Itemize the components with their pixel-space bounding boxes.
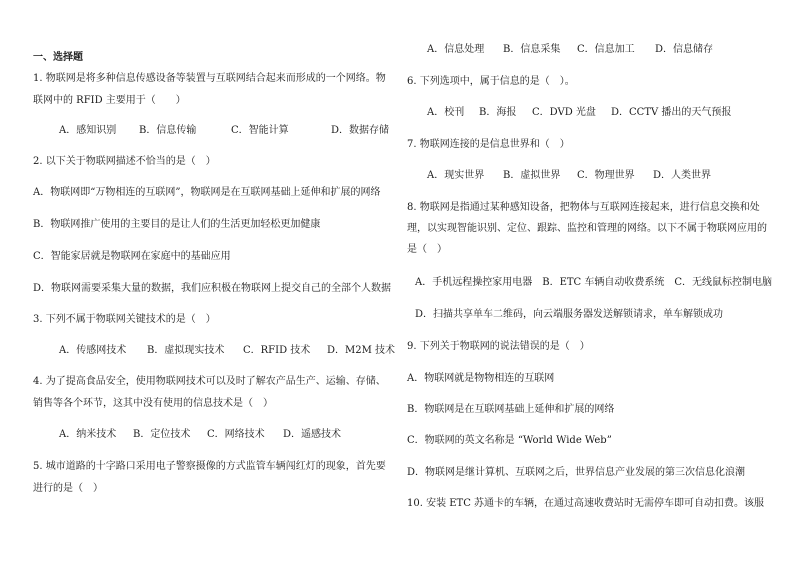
question-6-option-a[interactable]: A．校刊 — [427, 107, 465, 118]
question-1-stem: 1. 物联网是将多种信息传感设备等装置与互联网结合起来而形成的一个网络。物 — [33, 73, 386, 84]
question-9-stem: 9. 下列关于物联网的说法错误的是（ ） — [407, 341, 590, 352]
question-3-option-a[interactable]: A．传感网技术 — [59, 345, 127, 356]
question-9-option-c[interactable]: C．物联网的英文名称是 “World Wide Web” — [407, 435, 612, 446]
question-4-option-a[interactable]: A．纳米技术 — [59, 429, 117, 440]
section-title: 一、选择题 — [33, 52, 83, 63]
question-7-stem: 7. 物联网连接的是信息世界和（ ） — [407, 139, 570, 150]
question-8-stem: 8. 物联网是指通过某种感知设备，把物体与互联网连接起来，进行信息交换和处 — [407, 202, 760, 213]
question-9-option-b[interactable]: B．物联网是在互联网基础上延伸和扩展的网络 — [407, 404, 615, 415]
question-4-stem: 4. 为了提高食品安全，使用物联网技术可以及时了解农产品生产、运输、存储、 — [33, 376, 386, 387]
question-1-option-c[interactable]: C．智能计算 — [231, 125, 289, 136]
question-6-option-b[interactable]: B．海报 — [479, 107, 517, 118]
question-7-option-c[interactable]: C．物理世界 — [577, 170, 635, 181]
question-8-option-d[interactable]: D．扫描共享单车二维码，向云端服务器发送解锁请求，单车解锁成功 — [415, 309, 724, 320]
question-4-option-c[interactable]: C．网络技术 — [207, 429, 265, 440]
question-4-option-b[interactable]: B．定位技术 — [133, 429, 191, 440]
question-5-option-b[interactable]: B．信息采集 — [503, 44, 561, 55]
left-column — [33, 0, 408, 561]
question-2-stem: 2. 以下关于物联网描述不恰当的是（ ） — [33, 156, 216, 167]
question-5-stem: 5. 城市道路的十字路口采用电子警察摄像的方式监管车辆闯红灯的现象，首先要 — [33, 461, 386, 472]
question-7-option-a[interactable]: A．现实世界 — [427, 170, 485, 181]
question-1-option-a[interactable]: A．感知识别 — [59, 125, 117, 136]
question-6-option-c[interactable]: C．DVD 光盘 — [532, 107, 596, 118]
question-7-options — [407, 169, 777, 183]
question-4-stem-cont: 销售等各个环节，这其中没有使用的信息技术是（ ） — [33, 398, 273, 409]
question-2-option-a[interactable]: A．物联网即“万物相连的互联网”，物联网是在互联网基础上延伸和扩展的网络 — [33, 187, 381, 198]
question-6-stem: 6. 下列选项中，属于信息的是（ ）。 — [407, 76, 575, 87]
question-7-option-d[interactable]: D．人类世界 — [653, 170, 712, 181]
question-8-options-row-1[interactable]: A．手机远程操控家用电器 B．ETC 车辆自动收费系统 C．无线鼠标控制电脑 — [415, 277, 773, 288]
question-1-option-d[interactable]: D．数据存储 — [331, 125, 390, 136]
right-column — [407, 0, 782, 561]
question-9-option-d[interactable]: D．物联网是继计算机、互联网之后，世界信息产业发展的第三次信息化浪潮 — [407, 467, 746, 478]
question-3-option-d[interactable]: D．M2M 技术 — [327, 345, 396, 356]
question-2-option-d[interactable]: D．物联网需要采集大量的数据，我们应积极在物联网上提交自己的全部个人数据 — [33, 283, 392, 294]
question-6-option-d[interactable]: D．CCTV 播出的天气预报 — [611, 107, 732, 118]
question-1-option-b[interactable]: B．信息传输 — [139, 125, 197, 136]
question-5-option-a[interactable]: A．信息处理 — [427, 44, 485, 55]
question-3-options — [33, 344, 403, 358]
question-8-stem-cont: 理，以实现智能识别、定位、跟踪、监控和管理的网络。以下不属于物联网应用的 — [407, 223, 767, 234]
question-3-option-c[interactable]: C．RFID 技术 — [243, 345, 311, 356]
question-4-options — [33, 428, 403, 442]
question-9-option-a[interactable]: A．物联网就是物物相连的互联网 — [407, 373, 555, 384]
question-1-stem-cont: 联网中的 RFID 主要用于（ ） — [33, 95, 186, 106]
question-5-option-c[interactable]: C．信息加工 — [577, 44, 635, 55]
question-3-stem: 3. 下列不属于物联网关键技术的是（ ） — [33, 314, 216, 325]
question-2-option-c[interactable]: C．智能家居就是物联网在家庭中的基础应用 — [33, 251, 231, 262]
question-4-option-d[interactable]: D．遥感技术 — [283, 429, 342, 440]
question-10-stem: 10. 安装 ETC 苏通卡的车辆，在通过高速收费站时无需停车即可自动扣费。该服 — [407, 498, 765, 509]
question-6-options — [407, 106, 777, 120]
question-5-options — [407, 43, 777, 57]
question-2-option-b[interactable]: B．物联网推广使用的主要目的是让人们的生活更加轻松更加健康 — [33, 219, 321, 230]
question-5-option-d[interactable]: D．信息储存 — [655, 44, 714, 55]
question-7-option-b[interactable]: B．虚拟世界 — [503, 170, 561, 181]
question-1-options — [33, 124, 403, 138]
question-3-option-b[interactable]: B．虚拟现实技术 — [147, 345, 225, 356]
question-5-stem-cont: 进行的是（ ） — [33, 483, 103, 494]
question-8-stem-cont-2: 是（ ） — [407, 244, 447, 255]
